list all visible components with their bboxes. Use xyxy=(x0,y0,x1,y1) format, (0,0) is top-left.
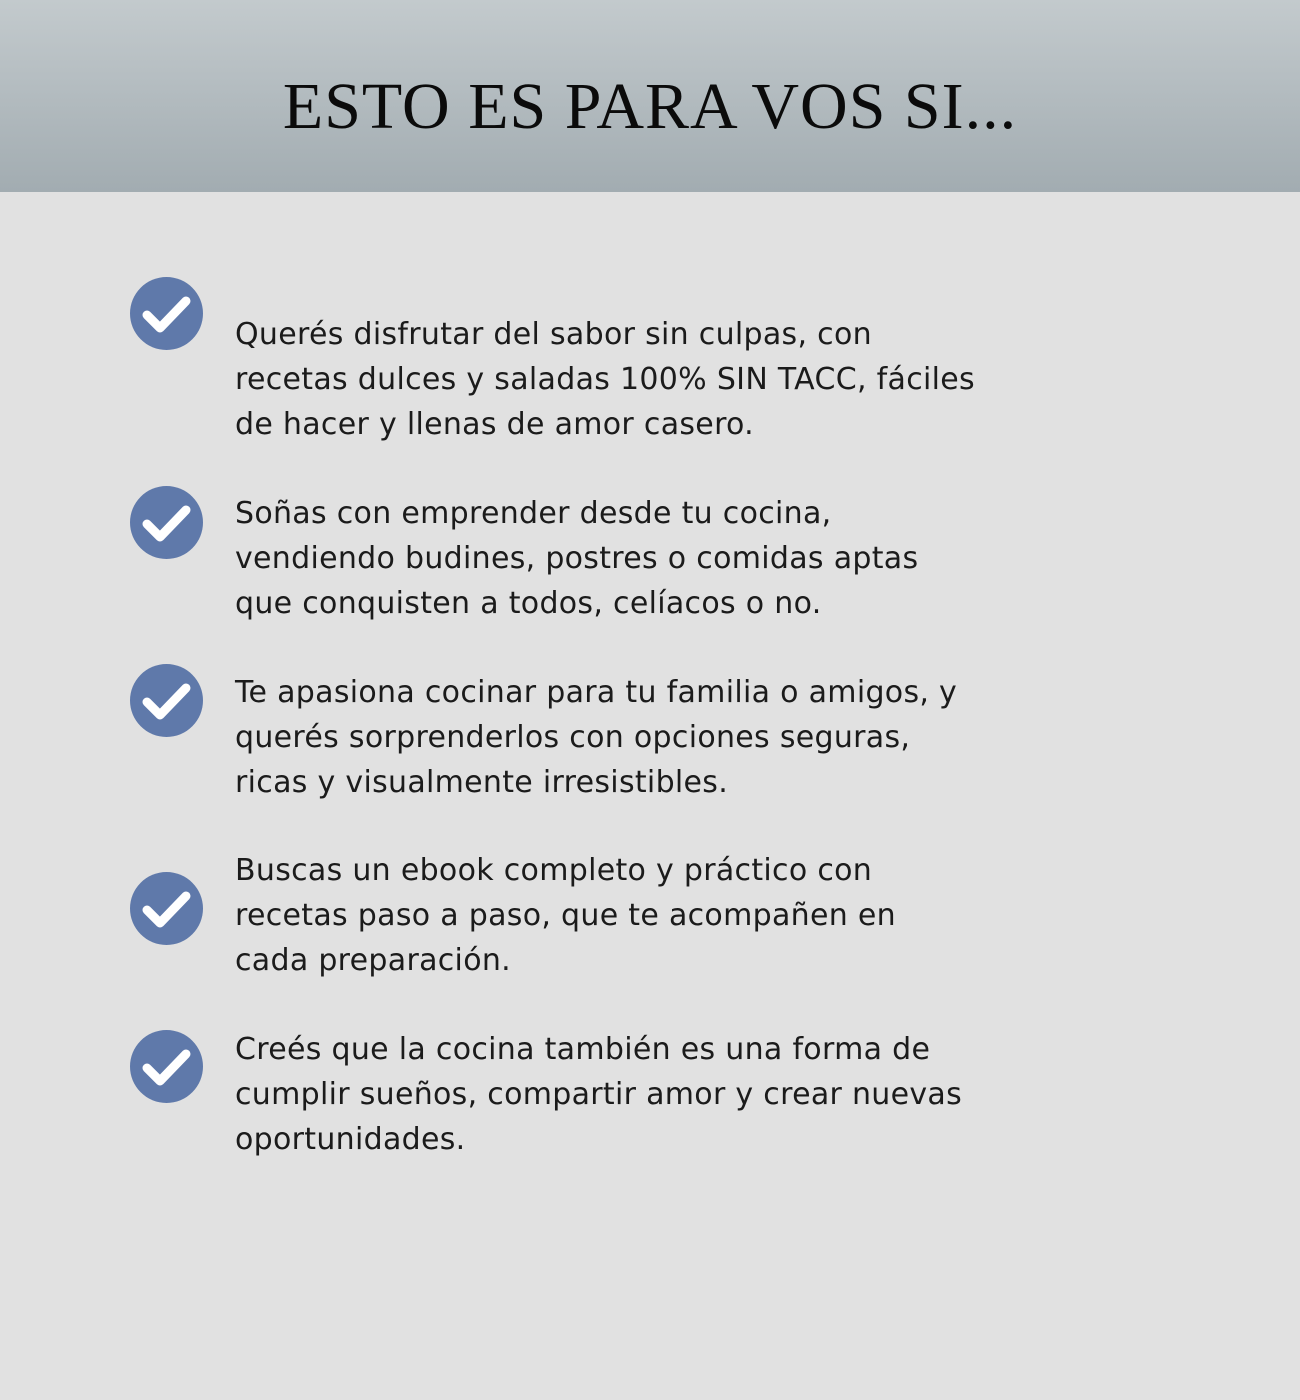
list-item-line: ricas y visualmente irresistibles. xyxy=(235,765,729,800)
list-item-line: Te apasiona cocinar para tu familia o amigos, y xyxy=(235,675,958,710)
check-circle-icon xyxy=(130,486,203,559)
list-item xyxy=(235,670,1095,805)
page-title: ESTO ES PARA VOS SI... xyxy=(282,70,1018,143)
list-item-line: vendiendo budines, postres o comidas aptas xyxy=(235,541,919,576)
list-item-line: cumplir sueños, compartir amor y crear nuevas xyxy=(235,1077,963,1112)
check-circle-icon xyxy=(130,664,203,737)
list-item xyxy=(235,491,1095,626)
list-item-line: cada preparación. xyxy=(235,943,511,978)
list-item-line: oportunidades. xyxy=(235,1122,466,1157)
list-item xyxy=(235,848,1095,983)
check-circle-icon xyxy=(130,277,203,350)
list-item-line: recetas paso a paso, que te acompañen en xyxy=(235,898,896,933)
list-item-line: Querés disfrutar del sabor sin culpas, con xyxy=(235,317,872,352)
list-item xyxy=(235,312,1095,447)
check-circle-icon xyxy=(130,1030,203,1103)
list-item-line: Buscas un ebook completo y práctico con xyxy=(235,853,873,888)
list-item-line: de hacer y llenas de amor casero. xyxy=(235,407,755,442)
check-circle-icon xyxy=(130,872,203,945)
list-item xyxy=(235,1027,1095,1162)
list-item-line: Creés que la cocina también es una forma de xyxy=(235,1032,931,1067)
list-item-line: recetas dulces y saladas 100% SIN TACC, fáciles xyxy=(235,362,975,397)
list-item-line: que conquisten a todos, celíacos o no. xyxy=(235,586,822,621)
list-item-line: querés sorprenderlos con opciones seguras, xyxy=(235,720,911,755)
header-banner xyxy=(0,0,1300,192)
list-item-line: Soñas con emprender desde tu cocina, xyxy=(235,496,832,531)
